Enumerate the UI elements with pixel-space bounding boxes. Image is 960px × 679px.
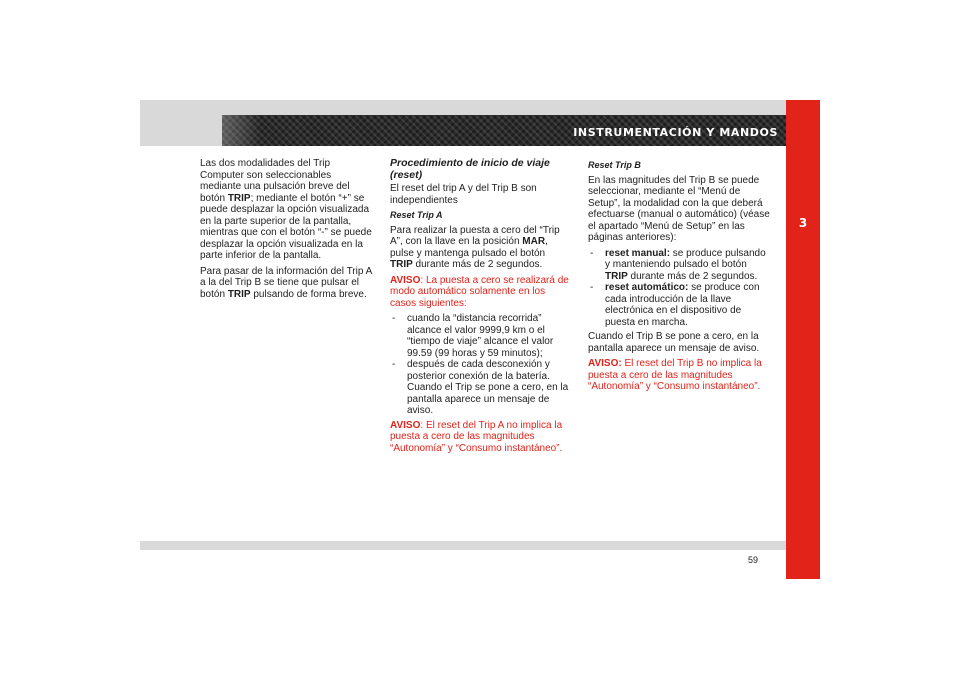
chapter-number: 3	[798, 216, 808, 230]
trip-button-label: TRIP	[227, 288, 251, 300]
subheading-reset-trip-a: Reset Trip A	[390, 210, 443, 220]
text: Para pasar de la información del Trip A a la del Trip B se tiene que pulsar el botón	[200, 265, 372, 300]
header-fade	[140, 115, 260, 146]
text: Las dos modalidades del Trip Computer son seleccionables mediante una pulsación breve del botón	[200, 158, 350, 204]
text: , pulse y mantenga pulsado el botón	[390, 236, 548, 259]
warning-note	[390, 420, 570, 455]
intro-text: El reset del trip A y del Trip B son independientes	[390, 183, 537, 206]
list-item: - después de cada desconexión y posterior conexión de la batería. Cuando el Trip se pone a cero, en la pantalla aparece un mensaje de aviso.	[390, 359, 570, 417]
text: durante más de 2 segundos.	[627, 270, 758, 282]
list-item: - cuando la “distancia recorrida” alcance el valor 9999,9 km o el “tiempo de viaje” alcance el valor 99.59 (99 horas y 59 minutos);	[390, 313, 570, 359]
item-label: reset automático:	[605, 282, 689, 293]
warning-text: : La puesta a cero se realizará de modo automático solamente en los casos siguientes:	[390, 274, 569, 309]
paragraph	[200, 158, 372, 262]
warning-text: : El reset del Trip A no implica la puesta a cero de las magnitudes “Autonomía” y “Consumo instantáneo”.	[390, 419, 563, 454]
section-title: INSTRUMENTACIÓN Y MANDOS	[573, 126, 778, 139]
trip-button-label: TRIP	[227, 192, 251, 204]
footer-band	[140, 541, 786, 550]
column-3	[588, 158, 770, 397]
paragraph: Cuando el Trip B se pone a cero, en la pantalla aparece un mensaje de aviso.	[588, 331, 760, 354]
trip-button-label: TRIP	[605, 270, 628, 282]
warning-note	[390, 275, 570, 310]
text: durante más de 2 segundos.	[412, 259, 543, 270]
text: ; mediante el botón “+” se puede desplazar la opción visualizada en la parte superior de la pantalla, mientras que con el botón “-” se puede desplazar la opción visualizada en la parte inferior de la pantalla.	[200, 192, 372, 261]
chapter-tab	[786, 100, 820, 579]
reset-modes-list	[588, 248, 770, 329]
paragraph	[390, 225, 570, 271]
list-item	[588, 248, 770, 283]
text: se produce con cada introducción de la llave electrónica en el dispositivo de puesta en marcha.	[605, 282, 760, 328]
page-number: 59	[748, 555, 759, 565]
column-2	[390, 158, 570, 458]
warning-note	[588, 358, 770, 393]
list-item	[588, 282, 770, 328]
section-heading: Procedimiento de inicio de viaje (reset)	[390, 157, 550, 181]
item-label: reset manual:	[605, 247, 671, 259]
mar-label: MAR	[522, 236, 546, 247]
column-1	[200, 158, 372, 304]
warning-label: AVISO	[390, 274, 421, 286]
warning-label: AVISO:	[588, 358, 622, 369]
text: se produce pulsando y manteniendo pulsado el botón	[605, 247, 766, 270]
trip-button-label: TRIP	[390, 259, 413, 270]
warning-label: AVISO	[390, 419, 421, 431]
text: pulsando de forma breve.	[250, 288, 367, 300]
text: Para realizar la puesta a cero del “Trip A”, con la llave en la posición	[390, 224, 560, 247]
conditions-list	[390, 313, 570, 417]
intro-text: En las magnitudes del Trip B se puede seleccionar, mediante el “Menú de Setup”, la modalidad con la que deberá efectuarse (manual o automático) (véase el apartado “Menú de Setup” en las páginas anteriores):	[588, 174, 770, 243]
warning-text: El reset del Trip B no implica la puesta a cero de las magnitudes “Autonomía” y “Consumo instantáneo”.	[588, 358, 762, 392]
subheading-reset-trip-b: Reset Trip B	[588, 160, 641, 170]
paragraph	[200, 266, 372, 301]
